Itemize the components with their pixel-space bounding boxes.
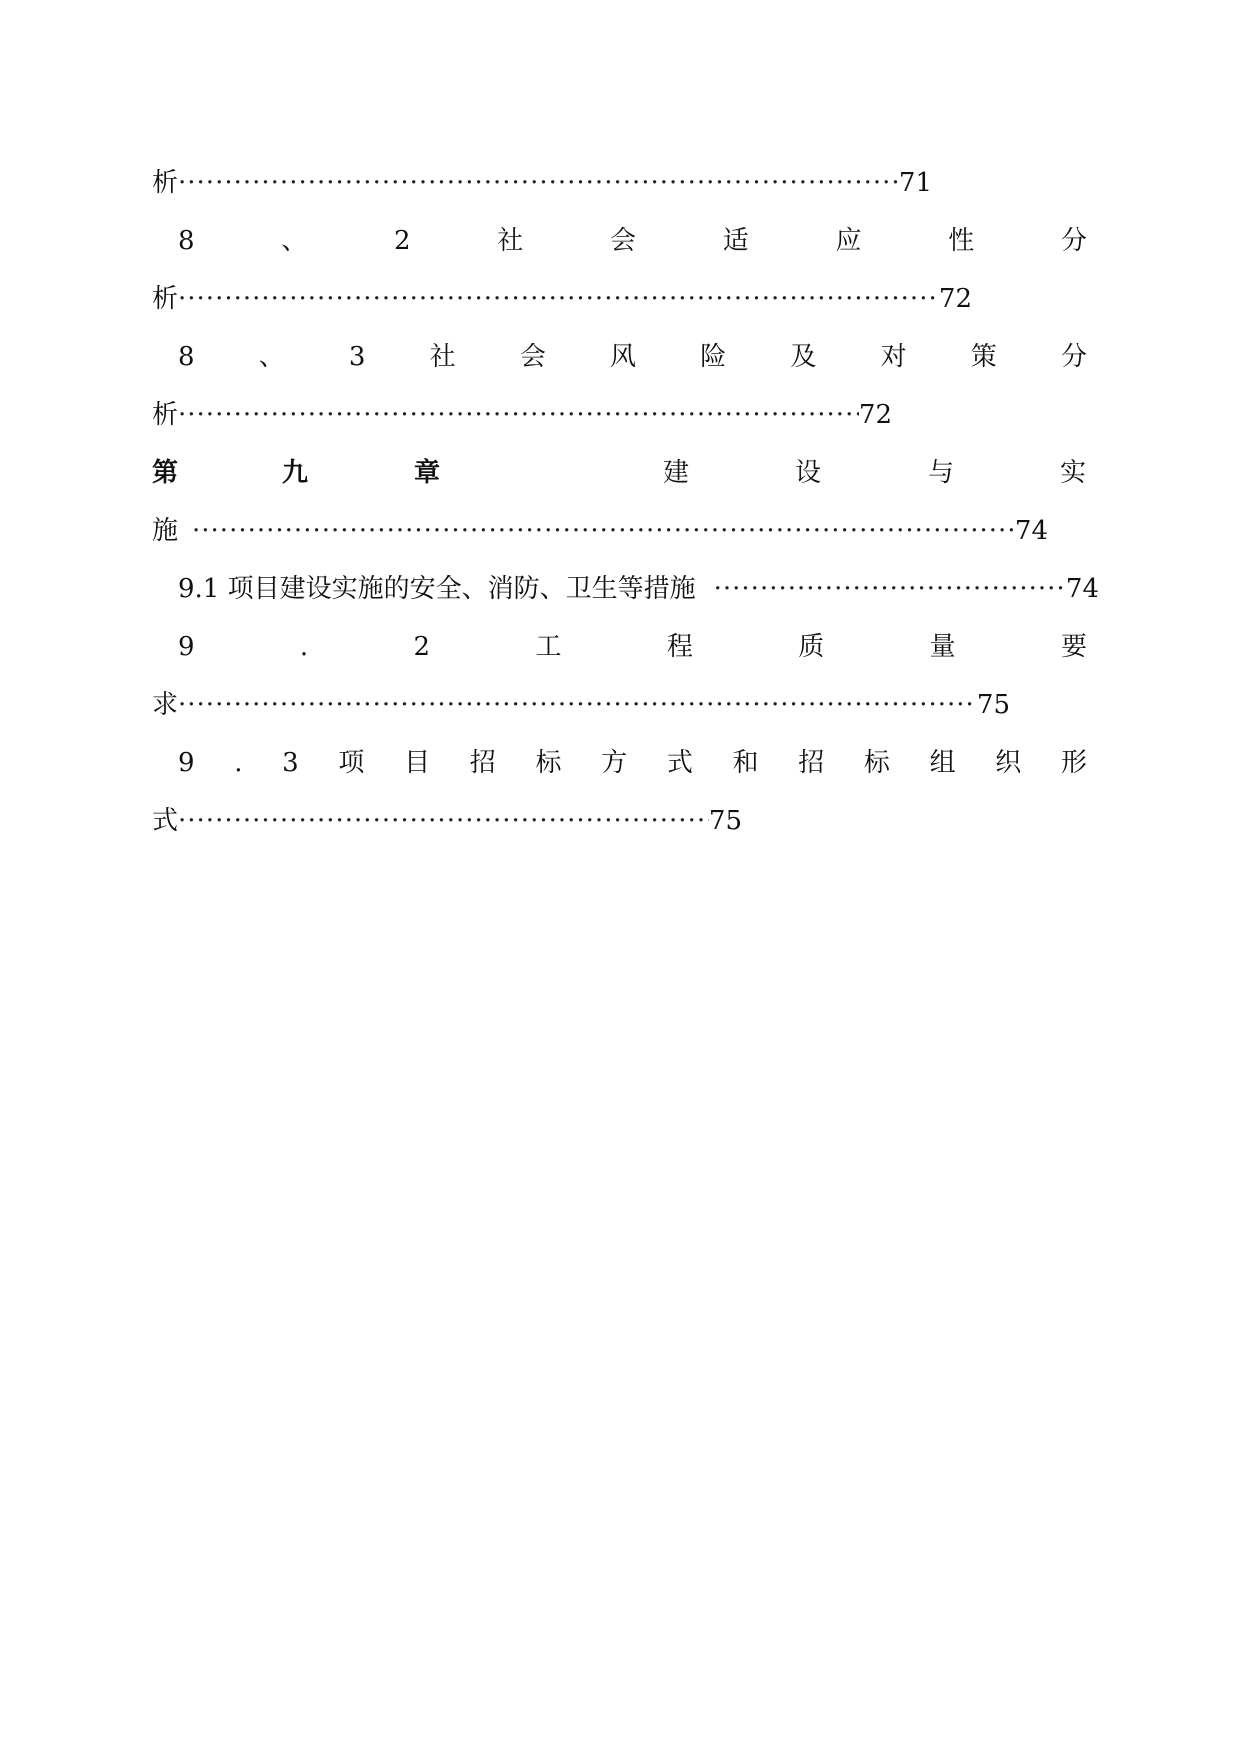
toc-entry-8-1-tail[interactable] — [152, 163, 932, 203]
toc-entry-8-2[interactable] — [152, 221, 1087, 261]
toc-chapter-9[interactable] — [152, 453, 1087, 493]
toc-char: 策 — [970, 342, 997, 372]
toc-char: 3 — [282, 748, 299, 778]
toc-page-number: 74 — [1065, 574, 1099, 604]
toc-char: 项 — [338, 748, 365, 778]
toc-char: 及 — [790, 342, 817, 372]
toc-tail-text: 式 — [152, 806, 179, 836]
toc-entry-9-2-tail[interactable] — [152, 685, 1010, 725]
toc-char: 、 — [281, 226, 308, 256]
toc-char: 8 — [178, 226, 195, 256]
toc-char: 组 — [929, 748, 956, 778]
toc-char: 3 — [348, 342, 366, 372]
toc-char: 目 — [404, 748, 431, 778]
toc-entry-9-2[interactable] — [152, 627, 1087, 667]
toc-tail-text: 析 — [152, 168, 179, 198]
toc-tail-text: 析 — [152, 400, 179, 430]
toc-char: 应 — [835, 226, 862, 256]
toc-char: 招 — [469, 748, 496, 778]
chapter-char: 九 — [282, 458, 309, 488]
toc-tail-text: 析 — [152, 284, 179, 314]
toc-page-number: 72 — [858, 400, 892, 430]
toc-char: 9 — [178, 748, 195, 778]
dot-leader — [178, 279, 939, 319]
toc-char: 9 — [178, 632, 195, 662]
toc-char: . — [234, 748, 243, 778]
chapter-char: 章 — [414, 458, 441, 488]
toc-tail-text: 施 — [152, 516, 179, 546]
toc-char: 程 — [666, 632, 693, 662]
chapter-char: 实 — [1060, 458, 1087, 488]
toc-char: 招 — [798, 748, 825, 778]
toc-char: 标 — [535, 748, 562, 778]
toc-entry-9-3-tail[interactable] — [152, 801, 742, 841]
toc-page-number: 75 — [708, 806, 742, 836]
toc-char: 量 — [929, 632, 956, 662]
dot-leader — [714, 569, 1066, 609]
toc-char: 织 — [995, 748, 1022, 778]
toc-char: 、 — [258, 342, 285, 372]
toc-entry-9-1[interactable] — [178, 569, 1099, 609]
toc-entry-text: 9.1 项目建设实施的安全、消防、卫生等措施 — [178, 574, 696, 604]
toc-char: 分 — [1060, 342, 1087, 372]
toc-char: 对 — [880, 342, 907, 372]
dot-leader — [178, 395, 859, 435]
toc-char: 要 — [1060, 632, 1087, 662]
toc-char: 式 — [666, 748, 693, 778]
toc-char: 质 — [798, 632, 825, 662]
toc-char: 性 — [948, 226, 975, 256]
toc-char: 分 — [1060, 226, 1087, 256]
toc-char: 工 — [535, 632, 562, 662]
chapter-char: 第 — [152, 458, 179, 488]
toc-char: 适 — [722, 226, 749, 256]
toc-chapter-9-tail[interactable] — [152, 511, 1048, 551]
toc-tail-text: 求 — [152, 690, 179, 720]
toc-entry-8-2-tail[interactable] — [152, 279, 972, 319]
toc-char: 2 — [413, 632, 431, 662]
toc-page-number: 75 — [976, 690, 1010, 720]
dot-leader — [192, 511, 1015, 551]
toc-char: 风 — [610, 342, 637, 372]
chapter-char: 建 — [663, 458, 690, 488]
toc-char: 险 — [700, 342, 727, 372]
chapter-char: 与 — [928, 458, 955, 488]
toc-entry-8-3[interactable] — [152, 337, 1087, 377]
toc-char: 形 — [1060, 748, 1087, 778]
toc-entry-9-3[interactable] — [152, 743, 1087, 783]
dot-leader — [178, 801, 709, 841]
dot-leader — [178, 685, 977, 725]
toc-entry-8-3-tail[interactable] — [152, 395, 892, 435]
toc-char: 会 — [519, 342, 546, 372]
toc-char: . — [299, 632, 309, 662]
toc-char: 社 — [497, 226, 524, 256]
dot-leader — [178, 163, 899, 203]
toc-char: 会 — [610, 226, 637, 256]
toc-page-number: 72 — [938, 284, 972, 314]
chapter-char: 设 — [795, 458, 822, 488]
toc-char: 和 — [732, 748, 759, 778]
toc-char: 8 — [178, 342, 195, 372]
toc-char: 方 — [601, 748, 628, 778]
toc-char: 社 — [429, 342, 456, 372]
toc-char: 标 — [863, 748, 890, 778]
toc-page-number: 74 — [1014, 516, 1048, 546]
toc-page-number: 71 — [898, 168, 932, 198]
toc-char: 2 — [394, 226, 411, 256]
